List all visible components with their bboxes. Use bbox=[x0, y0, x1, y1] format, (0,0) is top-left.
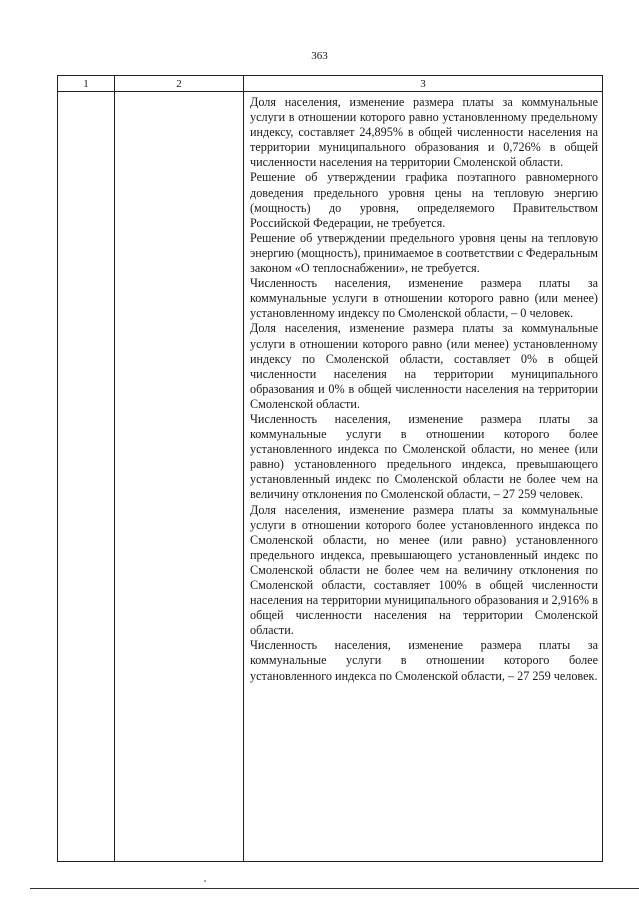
cell-col-2 bbox=[115, 92, 244, 862]
header-row bbox=[58, 76, 603, 92]
paragraph: Численность населения, изменение размера платы за коммунальные услуги в отношении которого равно (или менее) установленному индексу по Смоленской области, – 0 человек. bbox=[250, 276, 598, 321]
paragraph: Численность населения, изменение размера платы за коммунальные услуги в отношении которого более установленного индекса по Смоленской области, – 27 259 человек. bbox=[250, 638, 598, 683]
column-header-2: 2 bbox=[115, 76, 244, 92]
paragraph: Численность населения, изменение размера платы за коммунальные услуги в отношении которого более установленного индекса по Смоленской области, но менее (или равно) установленного предельного индекса, превышающего установленный индекс по Смоленской области не более чем на величину отклонения по Смоленской области, – 27 259 человек. bbox=[250, 411, 598, 502]
paragraph: Решение об утверждении графика поэтапного равномерного доведения предельного уровня цены на тепловую энергию (мощность) до уровня, определяемого Правительством Российской Федерации, не требуется. bbox=[250, 170, 598, 230]
cell-col-3 bbox=[244, 92, 603, 862]
table-row bbox=[58, 92, 603, 862]
paragraph: Доля населения, изменение размера платы за коммунальные услуги в отношении которого равно (или менее) установленному индексу по Смоленской области, составляет 0% в общей численности населения на территории муниципального образования и 0% в общей численности населения на территории Смоленской области. bbox=[250, 321, 598, 411]
document-table bbox=[57, 75, 603, 862]
column-header-3: 3 bbox=[244, 76, 603, 92]
scan-speck bbox=[204, 880, 206, 882]
page-bottom-rule bbox=[30, 888, 639, 889]
paragraph: Доля населения, изменение размера платы за коммунальные услуги в отношении которого более установленного индекса по Смоленской области, но менее (или равно) установленного предельного индекса, превышающего установленный индекс по Смоленской области не более чем на величину отклонения по Смоленской области, составляет 100% в общей численности населения на территории муниципального образования и 2,916% в общей численности населения на территории Смоленской области. bbox=[250, 502, 598, 638]
paragraph: Решение об утверждении предельного уровня цены на тепловую энергию (мощность), принимаемое в соответствии с Федеральным законом «О теплоснабжении», не требуется. bbox=[250, 230, 598, 276]
page-number: 363 bbox=[311, 50, 328, 62]
paragraph: Доля населения, изменение размера платы за коммунальные услуги в отношении которого равно установленному предельному индексу, составляет 24,895% в общей численности населения на территории муниципального образования и 0,726% в общей численности населения на территории Смоленской области. bbox=[250, 95, 598, 170]
column-header-1: 1 bbox=[58, 76, 115, 92]
cell-col-1 bbox=[58, 92, 115, 862]
